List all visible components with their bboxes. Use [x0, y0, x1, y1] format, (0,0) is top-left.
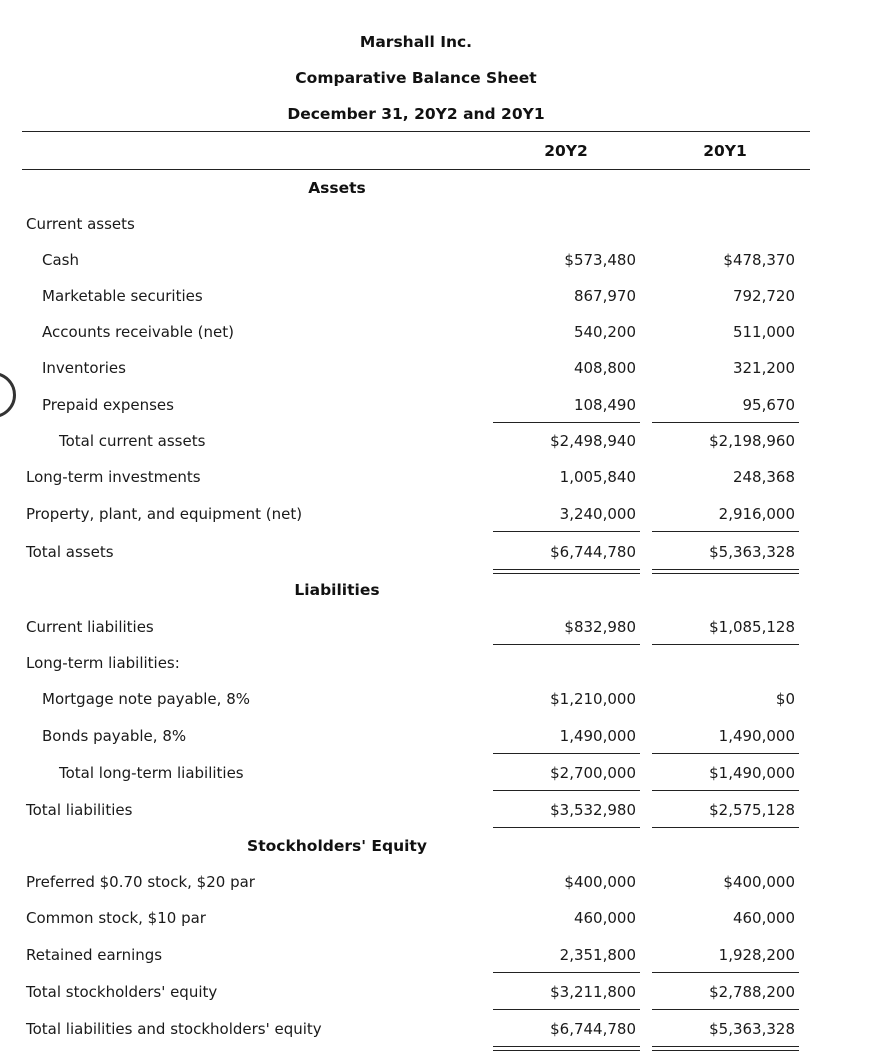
value-20y2: $400,000: [564, 873, 636, 891]
section-heading-assets: Assets: [308, 179, 366, 197]
column-header-20y2: 20Y2: [544, 142, 588, 160]
value-20y2: $573,480: [564, 251, 636, 269]
row-label: Inventories: [42, 359, 126, 377]
table-row: [0, 215, 880, 239]
value-20y2: 540,200: [573, 323, 636, 341]
row-label: Retained earnings: [26, 946, 163, 964]
value-20y1: $1,085,128: [709, 618, 795, 636]
row-label: Current liabilities: [26, 618, 154, 636]
table-row: [0, 618, 880, 642]
column-header-20y1: 20Y1: [703, 142, 747, 160]
value-20y1: $400,000: [723, 873, 795, 891]
table-row: [0, 359, 880, 383]
row-label: Common stock, $10 par: [26, 909, 206, 927]
value-20y1: 321,200: [732, 359, 795, 377]
value-20y2: 108,490: [573, 396, 636, 414]
value-20y2: 1,490,000: [559, 727, 636, 745]
value-20y1: $0: [775, 690, 795, 708]
subtotal-rule: [652, 827, 799, 828]
value-20y1: 1,490,000: [718, 727, 795, 745]
table-row: [0, 1020, 880, 1044]
table-row: [0, 505, 880, 529]
value-20y1: 2,916,000: [718, 505, 795, 523]
value-20y1: 792,720: [732, 287, 795, 305]
row-label: Total long-term liabilities: [59, 764, 244, 782]
row-label: Total stockholders' equity: [26, 983, 218, 1001]
row-label: Long-term liabilities:: [26, 654, 180, 672]
value-20y1: 511,000: [732, 323, 795, 341]
subtotal-rule: [493, 1009, 640, 1010]
table-row: [0, 287, 880, 311]
subtotal-rule: [652, 972, 799, 973]
subtotal-rule: [652, 753, 799, 754]
value-20y2: 1,005,840: [559, 468, 636, 486]
value-20y2: $2,498,940: [550, 432, 636, 450]
value-20y2: 408,800: [573, 359, 636, 377]
value-20y1: 1,928,200: [718, 946, 795, 964]
subtotal-rule: [652, 422, 799, 423]
table-row: [0, 396, 880, 420]
table-row: [0, 690, 880, 714]
double-total-rule: [493, 1046, 640, 1051]
table-row: [0, 543, 880, 567]
row-label: Long-term investments: [26, 468, 201, 486]
section-heading-equity: Stockholders' Equity: [247, 837, 427, 855]
value-20y2: $1,210,000: [550, 690, 636, 708]
table-row: [0, 468, 880, 492]
row-label: Total liabilities: [26, 801, 133, 819]
value-20y2: 2,351,800: [559, 946, 636, 964]
section-heading-liabilities: Liabilities: [294, 581, 380, 599]
double-total-rule: [652, 1046, 799, 1051]
value-20y2: $3,532,980: [550, 801, 636, 819]
subtotal-rule: [652, 644, 799, 645]
row-label: Prepaid expenses: [42, 396, 174, 414]
value-20y1: $2,788,200: [709, 983, 795, 1001]
double-total-rule: [652, 569, 799, 574]
value-20y1: $2,198,960: [709, 432, 795, 450]
subtotal-rule: [493, 644, 640, 645]
header-top-rule: [22, 131, 810, 132]
value-20y2: 867,970: [573, 287, 636, 305]
table-row: [0, 801, 880, 825]
value-20y2: 3,240,000: [559, 505, 636, 523]
table-row: [0, 432, 880, 456]
value-20y2: $6,744,780: [550, 1020, 636, 1038]
header-bottom-rule: [22, 169, 810, 170]
subtotal-rule: [493, 753, 640, 754]
row-label: Cash: [42, 251, 79, 269]
table-row: [0, 323, 880, 347]
value-20y2: $6,744,780: [550, 543, 636, 561]
value-20y1: $1,490,000: [709, 764, 795, 782]
value-20y1: 248,368: [732, 468, 795, 486]
value-20y2: $2,700,000: [550, 764, 636, 782]
value-20y1: $478,370: [723, 251, 795, 269]
table-row: [0, 251, 880, 275]
row-label: Total current assets: [59, 432, 206, 450]
table-row: [0, 909, 880, 933]
table-row: [0, 983, 880, 1007]
row-label: Marketable securities: [42, 287, 203, 305]
row-label: Accounts receivable (net): [42, 323, 234, 341]
table-row: [0, 727, 880, 751]
row-label: Preferred $0.70 stock, $20 par: [26, 873, 255, 891]
subtotal-rule: [493, 790, 640, 791]
subtotal-rule: [652, 790, 799, 791]
double-total-rule: [493, 569, 640, 574]
company-name: Marshall Inc.: [359, 33, 473, 51]
row-label: Property, plant, and equipment (net): [26, 505, 303, 523]
table-row: [0, 873, 880, 897]
row-label: Bonds payable, 8%: [42, 727, 187, 745]
statement-period: December 31, 20Y2 and 20Y1: [287, 105, 545, 123]
table-row: [0, 764, 880, 788]
table-row: [0, 654, 880, 678]
subtotal-rule: [493, 972, 640, 973]
subtotal-rule: [493, 531, 640, 532]
subtotal-rule: [652, 531, 799, 532]
subtotal-rule: [652, 1009, 799, 1010]
value-20y2: 460,000: [573, 909, 636, 927]
row-label: Total assets: [26, 543, 114, 561]
row-label: Current assets: [26, 215, 135, 233]
row-label: Mortgage note payable, 8%: [42, 690, 250, 708]
value-20y1: $2,575,128: [709, 801, 795, 819]
value-20y1: 460,000: [732, 909, 795, 927]
value-20y1: 95,670: [742, 396, 795, 414]
value-20y2: $3,211,800: [550, 983, 636, 1001]
value-20y2: $832,980: [564, 618, 636, 636]
row-label: Total liabilities and stockholders' equity: [26, 1020, 322, 1038]
subtotal-rule: [493, 827, 640, 828]
subtotal-rule: [493, 422, 640, 423]
value-20y1: $5,363,328: [709, 1020, 795, 1038]
table-row: [0, 946, 880, 970]
statement-title: Comparative Balance Sheet: [295, 69, 537, 87]
value-20y1: $5,363,328: [709, 543, 795, 561]
